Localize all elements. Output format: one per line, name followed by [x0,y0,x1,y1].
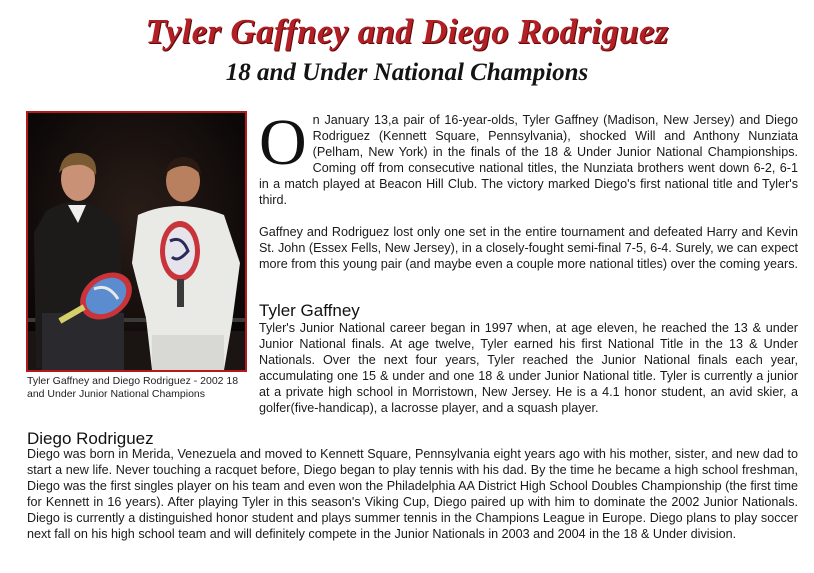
page-subtitle: 18 and Under National Champions [225,59,589,86]
intro-text: n January 13,a pair of 16-year-olds, Tyler Gaffney (Madison, New Jersey) and Diego Rodriguez (Kennett Square, Pennsylvania), shocked Will and Anthony Nunziata (Pelham, New York) in the finals of the 18 & Under Junior National Championships. Coming off from consecutive national titles, the Nunziata brothers went down 6-2, 6-1 in a match played at Beacon Hill Club. The victory marked Diego's first national title and Tyler's third. [259,113,798,207]
photo-caption: Tyler Gaffney and Diego Rodriguez - 2002 18 and Under Junior National Champions [27,375,239,400]
diego-paragraph: Diego was born in Merida, Venezuela and moved to Kennett Square, Pennsylvania eight years ago with his mother, sister, and new dad to start a new life. Never touching a racquet before, Diego began to play tennis with his dad. By the time he became a high school freshman, Diego was the first singles player on his team and even won the Philadelphia AA District High School Doubles Championship (the first time for Kennett in 16 years). After playing Tyler in this season's Viking Cup, Diego paired up with him to dominate the 2002 Junior Nationals. Diego is currently a distinguished honor student and plays summer tennis in the Champions League in Europe. Diego plans to play soccer next fall on his high school team and will definitely compete in the Junior Nationals in 2003 and 2004 in the 18 & Under division. [27,447,798,541]
diego-heading: Diego Rodriguez [27,429,154,448]
semifinal-paragraph: Gaffney and Rodriguez lost only one set in the entire tournament and defeated Harry and Kevin St. John (Essex Fells, New Jersey), in a closely-fought semi-final 7-5, 6-4. Surely, we can expect more from this young pair (and maybe even a couple more national titles) over the coming years. [259,225,798,271]
drop-cap: O [259,106,307,179]
page-title: Tyler Gaffney and Diego Rodriguez [145,12,669,51]
photo-illustration [28,113,245,370]
intro-paragraph [259,106,798,208]
tyler-heading: Tyler Gaffney [259,301,360,320]
champions-photo [26,111,247,372]
tyler-paragraph: Tyler's Junior National career began in 1997 when, at age eleven, he reached the 13 & under Junior National finals. At age twelve, Tyler earned his first National Title in the 13 & Under Nationals. Over the next four years, Tyler reached the Junior National finals each year, accumulating one 15 & under and one 18 & under Junior National title. Tyler is currently a junior at a private high school in Morristown, New Jersey. He is a 4.1 honor student, an avid skier, a golfer(five-handicap), a lacrosse player, and a squash player. [259,321,798,415]
